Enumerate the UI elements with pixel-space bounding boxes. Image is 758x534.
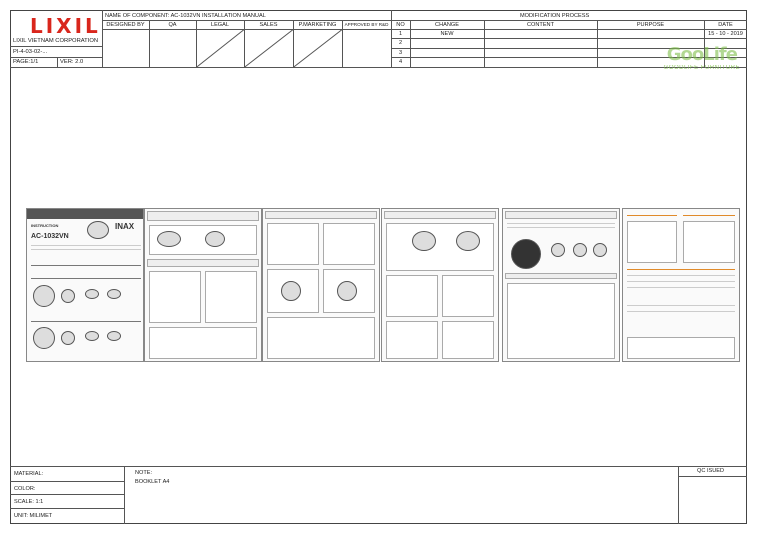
booklet-page-5 xyxy=(502,208,620,362)
booklet-page-1: INSTRUCTION AC-1032VN INAX xyxy=(26,208,144,362)
mod-column-header: NO xyxy=(396,22,405,28)
mod-cell-no: 4 xyxy=(398,59,403,65)
color-label: COLOR: xyxy=(14,486,36,492)
cover-model: AC-1032VN xyxy=(31,233,69,240)
mod-column-header: PURPOSE xyxy=(636,22,665,28)
note-label: NOTE: xyxy=(135,470,153,476)
mod-cell-no: 2 xyxy=(398,40,403,46)
approval-label: LEGAL xyxy=(210,22,230,28)
approval-label: P.MARKETING xyxy=(298,22,337,28)
mod-column-header: DATE xyxy=(718,22,733,28)
material-label: MATERIAL: xyxy=(14,471,44,477)
mod-column-header: CHANGE xyxy=(435,22,459,28)
goodlife-watermark xyxy=(664,44,740,71)
approval-label: QA xyxy=(168,22,177,28)
lixil-logo: LIXIL xyxy=(30,14,101,38)
page-number: PAGE:1/1 xyxy=(13,59,39,65)
approval-label: DESIGNED BY xyxy=(106,22,145,28)
booklet-page-2 xyxy=(144,208,262,362)
modification-title: MODIFICATION PROCESS xyxy=(520,13,590,19)
watermark-logo: GooLife xyxy=(666,44,737,65)
cover-brand: INAX xyxy=(115,222,135,231)
company-name: LIXIL VIETNAM CORPORATION xyxy=(13,38,99,44)
component-name: NAME OF COMPONENT: AC-1032VN INSTALLATION MANUAL xyxy=(105,13,266,19)
mod-cell-change: NEW xyxy=(440,31,454,37)
note-value: BOOKLET A4 xyxy=(135,479,170,485)
pi-code: PI-4-03-02-... xyxy=(13,49,48,55)
approval-label: SALES xyxy=(259,22,278,28)
mod-cell-date: 15 - 10 - 2019 xyxy=(708,31,743,37)
mod-cell-no: 3 xyxy=(398,50,403,56)
unit-label: UNIT: MILIMET xyxy=(14,513,53,519)
qc-label: QC ISUED xyxy=(697,468,725,474)
booklet-page-4 xyxy=(381,208,499,362)
watermark-text: GOODLIFE FURNITURE xyxy=(663,65,740,71)
approval-label: APPROVED BY R&D xyxy=(344,22,389,27)
booklet-page-3 xyxy=(262,208,380,362)
mod-cell-no: 1 xyxy=(398,31,403,37)
scale-label: SCALE: 1:1 xyxy=(14,499,44,505)
version: VER: 2.0 xyxy=(60,59,84,65)
mod-column-header: CONTENT xyxy=(526,22,555,28)
booklet-page-6 xyxy=(622,208,740,362)
